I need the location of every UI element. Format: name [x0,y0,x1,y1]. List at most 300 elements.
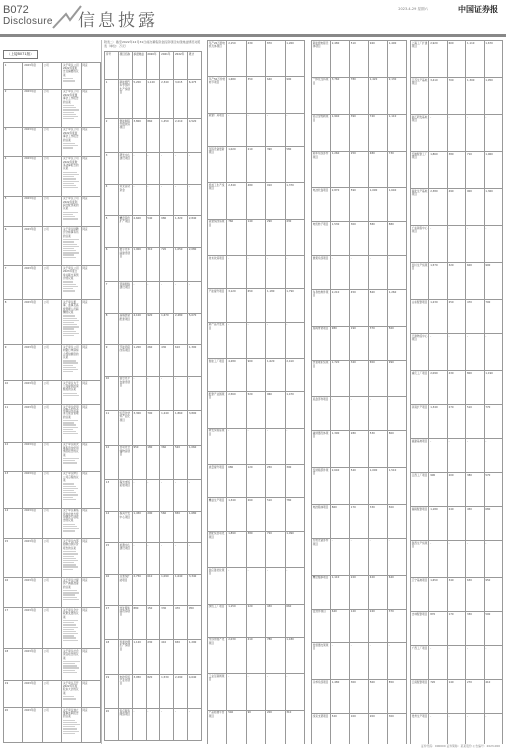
table-cell: 2,640 [331,468,350,505]
table-cell: - [331,397,350,431]
text-line [63,324,77,325]
table-cell: 关于审议修订公司章程的议案 [62,471,81,508]
column-5 [410,40,503,744]
table-row [105,118,202,152]
table-cell: 营销网络建设项目 [118,282,132,313]
table-cell: 480 [246,183,265,219]
table-row [312,575,407,609]
table-cell: 新建厂房项目 [208,113,227,146]
text-line [63,395,79,396]
table-cell: - [429,115,447,152]
text-line [63,622,74,623]
table-cell: 2023年度 [23,127,42,156]
table-cell: 模具开发中心项目 [118,511,132,542]
table-cell: 8 [4,300,23,345]
table-cell: 关于审议召开2022年年度股东大会的议案 [62,681,81,708]
table-cell: 950 [132,445,146,479]
table-cell: 绿色工厂项目 [208,604,227,637]
table-cell: 5,070 [188,313,202,344]
table-cell: 2,340 [160,80,174,118]
table-cell: 17 [4,608,23,649]
table-cell: 14 [4,508,23,539]
table-cell: - [266,568,285,604]
table-cell: 860 [331,504,350,538]
table-cell: - [174,153,188,184]
table-cell: - [227,113,246,146]
table-cell: - [429,334,447,371]
table-cell: 420 [369,575,388,609]
table-header-cell: 2020年 [146,52,160,80]
table-cell: - [447,714,465,745]
table-cell: 610 [174,345,188,376]
table-cell: 关于审议社会责任报告的议案 [62,649,81,681]
table-cell: 高端装备配套项目 [118,313,132,344]
table-row [411,189,503,226]
table-cell: 12 [4,442,23,471]
table-row [105,376,202,410]
table-header-cell: 累计 [188,52,202,80]
table-cell: 300 [350,222,369,256]
text-line [63,360,76,361]
table-cell: - [266,322,285,358]
table-cell: 580 [369,222,388,256]
table-cell: - [369,643,388,680]
table-cell: - [484,115,502,152]
table-cell: 650 [369,360,388,397]
table-cell: - [146,480,160,511]
table-cell: 530 [369,431,388,468]
table-cell: 780 [350,77,369,114]
table-cell: 920 [146,313,160,344]
table-cell: 9 [105,345,119,376]
text-line [63,429,73,430]
table-cell: 900 [466,189,484,226]
text-line [63,524,75,525]
text-line [63,367,76,368]
table-cell: - [146,184,160,215]
column-1 [3,40,102,744]
table-cell: 同意 [81,300,100,345]
text-line [63,281,73,282]
text-line [63,553,78,554]
table-cell: - [429,541,447,578]
table-cell: - [174,184,188,215]
table-cell: 同意 [81,681,100,708]
table-row [105,247,202,281]
text-line [63,528,79,529]
table-cell: 公司 [42,156,61,196]
table-row [208,113,305,146]
table-cell: 轻量化材料产业化项目 [118,411,132,445]
table-cell: 170 [447,612,465,646]
table-row [105,543,202,574]
table-cell: 240 [369,609,388,643]
table-header-cell: 2022年 [174,52,188,80]
table-cell: - [146,709,160,740]
table-cell: 940 [369,41,388,78]
table-cell: 17 [105,605,119,639]
text-line [63,176,74,177]
table-row [4,442,101,471]
text-line [63,551,76,552]
table-cell: 1,900 [132,247,146,281]
table-cell: 新产品开发项目 [208,322,227,358]
text-line [63,462,77,463]
text-line [63,252,79,253]
table-cell: 1,120 [146,80,160,118]
table-cell: - [285,428,304,464]
text-line [63,640,78,641]
table-cell: 2,210 [174,118,188,152]
table-cell: 9 [4,345,23,381]
table-cell: 10 [4,381,23,405]
table-row [208,428,305,464]
text-line [63,145,78,146]
text-line [63,80,75,81]
table-cell: - [447,541,465,578]
table-cell: 1,340 [429,405,447,439]
table-cell: 1,300 [188,345,202,376]
table-cell: 1,180 [285,637,304,673]
table-cell: 170 [350,504,369,538]
table-cell: 装配线自动化项目 [208,531,227,567]
table-cell: 1 [105,80,119,118]
table-cell: 2,480 [331,41,350,78]
text-line [63,424,76,425]
table-cell: 540 [350,468,369,505]
table-row [411,78,503,115]
table-cell: 同意 [81,508,100,539]
table-cell: 330 [466,612,484,646]
table-cell: 2023年度 [23,707,42,742]
table-cell: 7 [4,266,23,300]
table-cell: 重庆工厂项目 [411,371,429,405]
text-line [63,183,74,184]
table-cell: 上海工厂扩建项目 [411,41,429,78]
table-row [208,147,305,183]
table-cell: - [188,282,202,313]
table-cell: - [388,397,407,431]
table-row [208,322,305,358]
table-row [312,77,407,114]
table-cell: - [266,113,285,146]
table-cell: 节能环保改造项目 [118,345,132,376]
table-row [312,41,407,78]
table-row [4,345,101,381]
table-cell: 5 [105,216,119,247]
table-cell: 300 [350,680,369,714]
table-cell: 产能提升项目 [208,289,227,322]
table-cell: 总装线扩能项目 [118,574,132,605]
table-cell: - [132,376,146,410]
table-cell: 410 [160,640,174,674]
table-cell: 2,410 [285,359,304,392]
table-cell: - [246,568,265,604]
table-row [208,359,305,392]
table-cell: 20 [4,707,23,742]
table-cell: 510 [350,41,369,78]
table-cell: 1,060 [484,152,502,189]
table-cell: 990 [429,473,447,507]
table-cell: 同意 [81,89,100,127]
text-line [63,185,76,186]
table-row [208,637,305,673]
table-cell: 1,260 [388,289,407,326]
table-cell: 540 [146,216,160,247]
table-cell: 2023年度 [23,196,42,227]
table-cell: 590 [350,188,369,222]
text-line [63,720,75,721]
table-cell: - [188,376,202,410]
text-line [63,483,74,484]
table-row [105,80,202,118]
table-cell: 公司 [42,89,61,127]
table-row [208,674,305,710]
table-cell: - [132,282,146,313]
table-cell: 260 [146,345,160,376]
table-cell: 990 [285,77,304,113]
text-line [63,369,78,370]
table-cell: 1,180 [266,289,285,322]
text-line [63,665,77,666]
table-cell: 公司 [42,578,61,608]
table-cell: 2023年度 [23,89,42,127]
page-number: B072 [3,4,29,16]
table-cell: 2,870 [331,188,350,222]
text-line [63,239,79,240]
table-cell: 700 [484,300,502,334]
table-cell: - [174,543,188,574]
table-cell: 关于审议公司2023年度日常关联交易预计的议案 [62,266,81,300]
table-cell: 关于审议董事、监事及高级管理人员薪酬的议案 [62,300,81,345]
table-cell: 820 [146,674,160,708]
text-line [63,112,74,113]
table-row [411,714,503,745]
table-cell: 电控系统产业化项目 [118,674,132,708]
table-cell: 2 [105,118,119,152]
column-3 [207,40,305,744]
table-cell: 1,940 [331,114,350,151]
table-cell: 560 [388,326,407,360]
table-row [312,222,407,256]
text-line [63,698,76,699]
table-cell: - [331,256,350,290]
table-cell: 公司 [42,707,61,742]
table-cell: 公司 [42,266,61,300]
table-cell: 520 [246,392,265,428]
column-2 [104,40,202,744]
table-cell: 870 [266,41,285,77]
table-cell: - [188,480,202,511]
table-row [105,640,202,674]
table-cell: 3,800 [132,118,146,152]
text-line [63,486,76,487]
table-cell: 公司 [42,649,61,681]
table-cell: 390 [350,114,369,151]
table-cell: 13 [4,471,23,508]
table-row [312,188,407,222]
table-row [411,41,503,78]
table-cell: 公司 [42,508,61,539]
table-cell: 290 [266,219,285,255]
table-cell: 公司 [42,63,61,90]
text-line [63,335,74,336]
table-row [411,541,503,578]
table-row [208,289,305,322]
table-cell: 14 [105,511,119,542]
table-cell: 6 [105,247,119,281]
table-cell: - [447,439,465,473]
table-cell: 15 [105,543,119,574]
table-cell: 120 [246,465,265,498]
table-cell: 600 [447,41,465,78]
table-cell: 1,360 [484,189,502,226]
text-line [63,174,79,175]
table-cell: 1,530 [331,222,350,256]
text-line [63,562,74,563]
table-cell: - [227,568,246,604]
table-cell: 680 [227,465,246,498]
table-cell: 1 [4,63,23,90]
table-cell: 新能源电驱壳体项目 [312,41,331,78]
text-line [63,114,76,115]
table-row [4,404,101,442]
table-cell: 2,290 [174,674,188,708]
text-line [63,590,77,591]
table-cell: 1,090 [369,188,388,222]
table-cell: 19 [105,674,119,708]
newspaper-logo: 中国证券报 [458,4,498,14]
table-cell: 1,620 [266,359,285,392]
table-cell: 关于审议前次募集资金使用情况报告的议案 [62,442,81,471]
table-cell: 780 [285,498,304,531]
table-cell: 公司 [42,681,61,708]
table-row [312,431,407,468]
table-cell: 关于审议公司2022年度监事会工作报告的议案 [62,127,81,156]
table-row [312,538,407,575]
table-row [4,266,101,300]
table-cell: 1,640 [174,574,188,605]
table-cell: - [466,226,484,263]
table-cell: 680 [484,507,502,541]
table-cell: 950 [484,578,502,612]
table-cell: - [160,709,174,740]
table-header-cell: 2021年 [160,52,174,80]
table-row [4,63,101,90]
table-cell: 检测中心建设项目 [118,543,132,574]
table-cell: 11 [105,411,119,445]
table-cell: 悬架系统项目 [312,256,331,290]
table-cell: 730 [388,151,407,188]
table-row [4,127,101,156]
table-cell: 2,340 [227,183,246,219]
table-cell: - [188,709,202,740]
table-cell: 智能工厂项目 [208,359,227,392]
table-cell: - [466,115,484,152]
table-cell: - [246,322,265,358]
table-row [411,578,503,612]
table-cell: 零部件国产化项目 [208,637,227,673]
page-header [0,0,506,34]
table-cell: - [174,709,188,740]
table-cell: 980 [160,216,174,247]
text-line [63,556,74,557]
table-cell: 320 [447,263,465,300]
table-cell: - [350,256,369,290]
table-cell: - [132,709,146,740]
table-row [4,196,101,227]
table-cell: 260 [246,498,265,531]
table-cell: 5 [4,196,23,227]
text-line [63,318,77,319]
table-cell: 2,920 [429,41,447,78]
table-cell: 1,470 [285,392,304,428]
table-row [105,153,202,184]
table-cell: 710 [466,152,484,189]
table-row [411,226,503,263]
table-cell: - [132,184,146,215]
table-cell: 90 [246,710,265,744]
table-cell: 关于审议公司2022年度财务决算报告的议案 [62,156,81,196]
table-cell: 公司 [42,196,61,227]
table-cell: 2023年度 [23,300,42,345]
text-line [63,328,74,329]
text-line [63,250,76,251]
table-cell: 精密轴承项目 [312,575,331,609]
table-cell: 1,320 [174,216,188,247]
table-cell: 11 [4,404,23,442]
text-line [63,663,75,664]
table-cell: 1,230 [429,300,447,334]
table-cell: 4,280 [227,359,246,392]
table-cell: 1,090 [160,574,174,605]
table-cell: 2023年度 [23,345,42,381]
text-line [63,246,79,247]
table-cell: 390 [285,465,304,498]
table-row [208,465,305,498]
table-cell: - [132,543,146,574]
table-cell: 16 [105,574,119,605]
table-cell: 490 [447,189,465,226]
table-cell: 关于审议独立董事述职报告的议案 [62,707,81,742]
table-cell: 2,750 [132,574,146,605]
table-cell: 公司 [42,300,61,345]
table-cell: 2,080 [188,247,202,281]
text-line [63,460,75,461]
table-cell: 140 [246,219,265,255]
text-line [63,362,78,363]
table-cell: - [369,397,388,431]
table-cell: 同意 [81,63,100,90]
benefit-table-cont-2 [311,40,407,744]
table-cell: 360 [160,445,174,479]
text-line [63,107,76,108]
table-header-cell: 项目名称 [118,52,132,80]
table-cell: 1,650 [429,578,447,612]
table-cell: 2 [4,89,23,127]
table-cell: 6 [4,227,23,266]
text-line [63,661,80,662]
table-cell: 1,110 [388,114,407,151]
table-cell: 安徽配套工厂项目 [411,152,429,189]
table-cell: 数字化车间建设项目 [118,247,132,281]
table-row [411,152,503,189]
table-cell: 同意 [81,156,100,196]
text-line [63,731,79,732]
table-cell: 3,410 [429,78,447,115]
table-cell: 180 [146,445,160,479]
text-line [63,172,77,173]
